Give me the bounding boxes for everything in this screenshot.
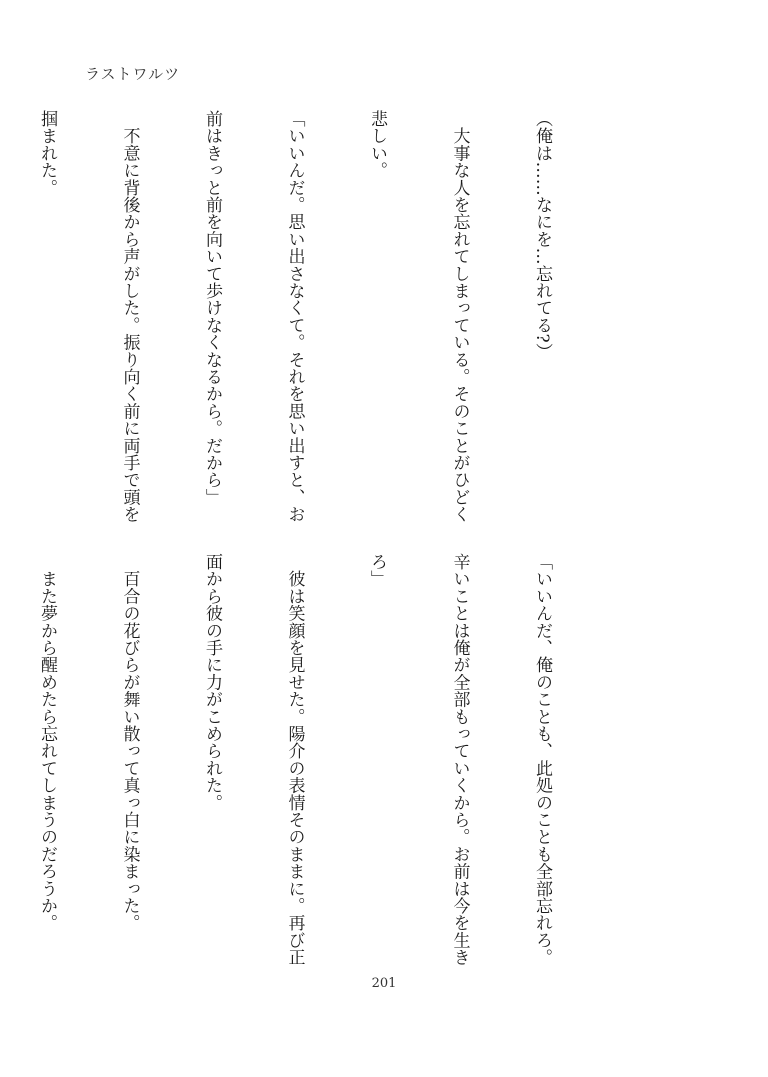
text-line: 彼は笑顔を見せた。陽介の表情そのままに。再び正 — [284, 553, 305, 966]
running-title: ラストワルツ — [85, 65, 181, 83]
text-line: 「いいんだ。思い出さなくて。それを思い出すと、お — [284, 110, 305, 523]
text-line: 百合の花びらが舞い散って真っ白に染まった。 — [119, 553, 140, 932]
text-line: ろ」 — [367, 553, 387, 588]
text-line: 悲しい。 — [367, 110, 387, 179]
text-line: 不意に背後から声がした。振り向く前に両手で頭を — [119, 110, 140, 523]
text-line: 面から彼の手に力がこめられた。 — [202, 553, 222, 811]
text-line: （俺は……なにを…忘れてる?） — [532, 110, 552, 361]
upper-text-block — [0, 110, 610, 523]
text-line: 「いいんだ、俺のことも、此処のことも全部忘れろ。 — [532, 553, 552, 966]
text-line: また夢から醒めたら忘れてしまうのだろうか。 — [37, 553, 57, 932]
text-line: 前はきっと前を向いて歩けなくなるから。だから」 — [202, 110, 222, 506]
lower-text-block — [0, 553, 610, 966]
text-line: 大事な人を忘れてしまっている。そのことがひどく — [449, 110, 470, 523]
text-line: 掴まれた。 — [37, 110, 57, 196]
text-line: 辛いことは俺が全部もっていくから。お前は今を生き — [449, 553, 470, 966]
page-number: 201 — [371, 976, 397, 991]
